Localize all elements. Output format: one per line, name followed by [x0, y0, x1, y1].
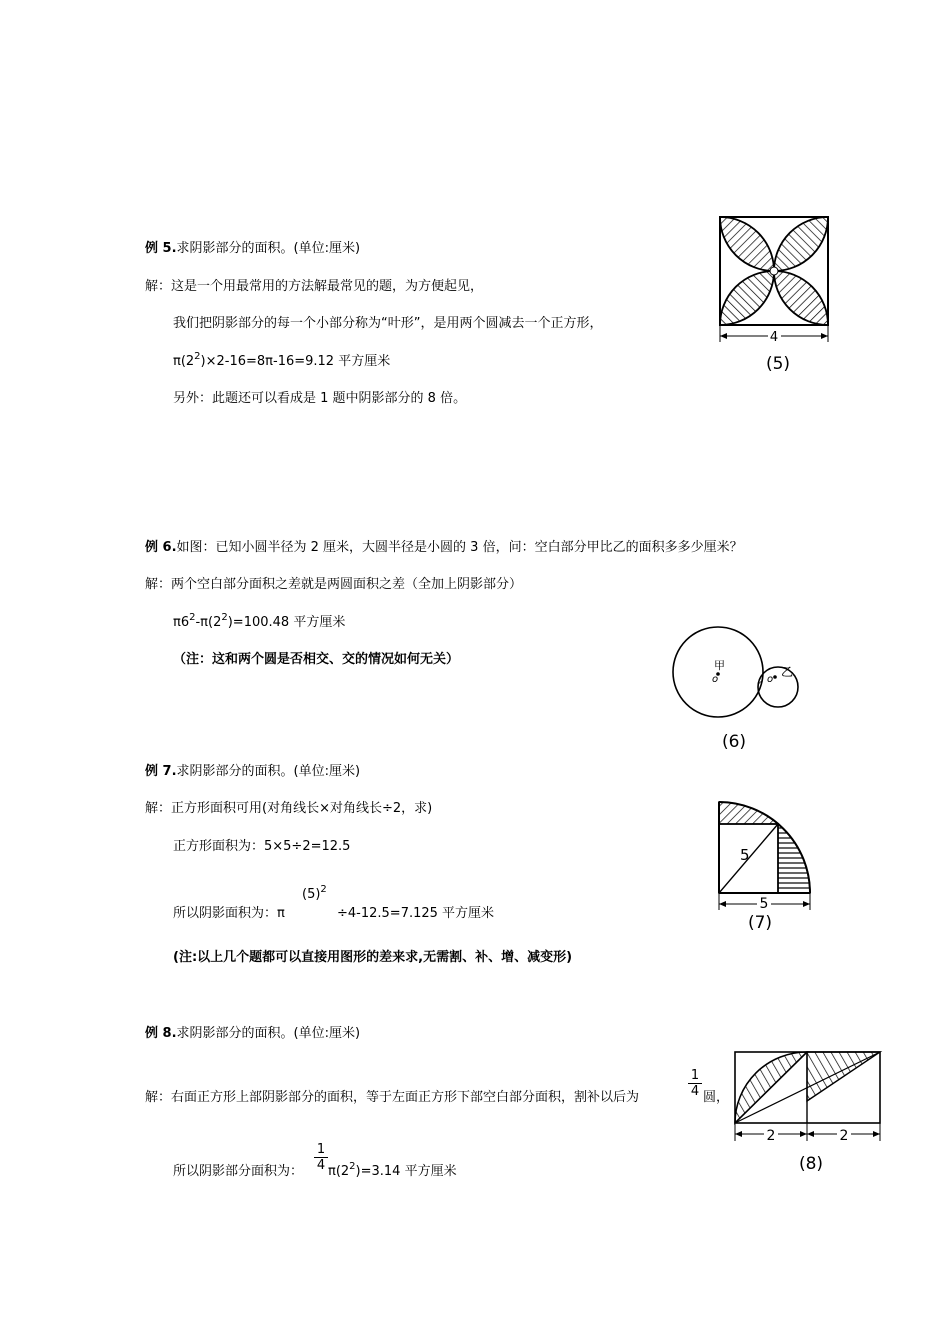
ex6-solution-line1: 解：两个空白部分面积之差就是两圆面积之差（全加上阴影部分） [145, 577, 523, 592]
ex7-formula-frac: $(5)^2$ [302, 884, 327, 902]
ex6-note: （注：这和两个圆是否相交、交的情况如何无关） [173, 652, 460, 667]
ex5-figure [715, 212, 835, 377]
ex8-formula-fraction: $\frac{1}{4}$ [314, 1142, 328, 1173]
ex8-fraction: $\frac{1}{4}$ [688, 1068, 702, 1099]
ex7-note: (注:以上几个题都可以直接用图形的差来求,无需割、补、增、减变形) [173, 950, 573, 965]
ex7-figure [712, 796, 822, 936]
ex5-formula: $\pi(2^2)\times 2-16=8\pi-16=9.12$ 平方厘米 [173, 351, 391, 369]
ex6-question: 例 6.如图：已知小圆半径为 2 厘米，大圆半径是小圆的 3 倍，问：空白部分甲比乙的面积多多少厘米？ [145, 540, 743, 555]
ex5-solution-line1: 解：这是一个用最常用的方法解最常见的题，为方便起见， [145, 279, 484, 294]
ex5-solution-line2: 我们把阴影部分的每一个小部分称为“叶形”，是用两个圆减去一个正方形， [173, 316, 603, 331]
svg-text:o: o [712, 674, 719, 685]
ex7-side-label: 5 [759, 896, 769, 912]
ex7-question: 例 7.求阴影部分的面积。(单位:厘米) [145, 764, 361, 779]
ex5-question-text: 求阴影部分的面积。(单位:厘米) [176, 241, 361, 256]
ex6-big-circle [673, 627, 763, 717]
ex8-formula-b: $\pi(2^2)=3.14$ 平方厘米 [328, 1161, 457, 1179]
ex8-caption: (8) [798, 1154, 824, 1174]
ex5-side-label: 4 [769, 330, 779, 345]
ex7-solution-line2: 正方形面积为：5×5÷2=12.5 [173, 839, 351, 854]
ex5-note: 另外：此题还可以看成是 1 题中阴影部分的 8 倍。 [173, 391, 467, 406]
ex6-caption: (6) [721, 732, 747, 752]
ex8-right-label: 2 [839, 1128, 849, 1144]
ex6-big-label: 甲 [714, 659, 725, 672]
ex5-caption: (5) [765, 354, 791, 374]
ex8-figure [730, 1046, 890, 1176]
ex8-formula-a: 所以阴影部分面积为： [173, 1164, 304, 1179]
svg-text:o: o [767, 674, 774, 685]
ex6-figure [670, 625, 810, 755]
ex7-formula-a: 所以阴影面积为：π [173, 906, 285, 921]
ex8-question: 例 8.求阴影部分的面积。(单位:厘米) [145, 1026, 361, 1041]
ex6-small-label: 乙 [781, 665, 794, 679]
ex7-diagonal-label: 5 [740, 846, 750, 864]
ex7-right-shade [778, 824, 810, 893]
ex7-caption: (7) [747, 913, 773, 933]
ex7-formula-b: ÷4-12.5=7.125 平方厘米 [337, 906, 495, 921]
ex5-label: 例 5. [145, 241, 177, 256]
ex6-formula: $\pi 6^2-\pi(2^2)=100.48$ 平方厘米 [173, 612, 346, 630]
ex8-solution-line1: 解：右面正方形上部阴影部分的面积，等于左面正方形下部空白部分面积，割补以后为 [145, 1090, 640, 1105]
ex7-top-shade [719, 802, 778, 824]
ex8-solution-line1-end: 圆， [703, 1090, 730, 1105]
ex5-question [145, 241, 360, 257]
ex7-solution-line1: 解：正方形面积可用(对角线长×对角线长÷2，求) [145, 801, 433, 816]
ex8-left-label: 2 [766, 1128, 776, 1144]
